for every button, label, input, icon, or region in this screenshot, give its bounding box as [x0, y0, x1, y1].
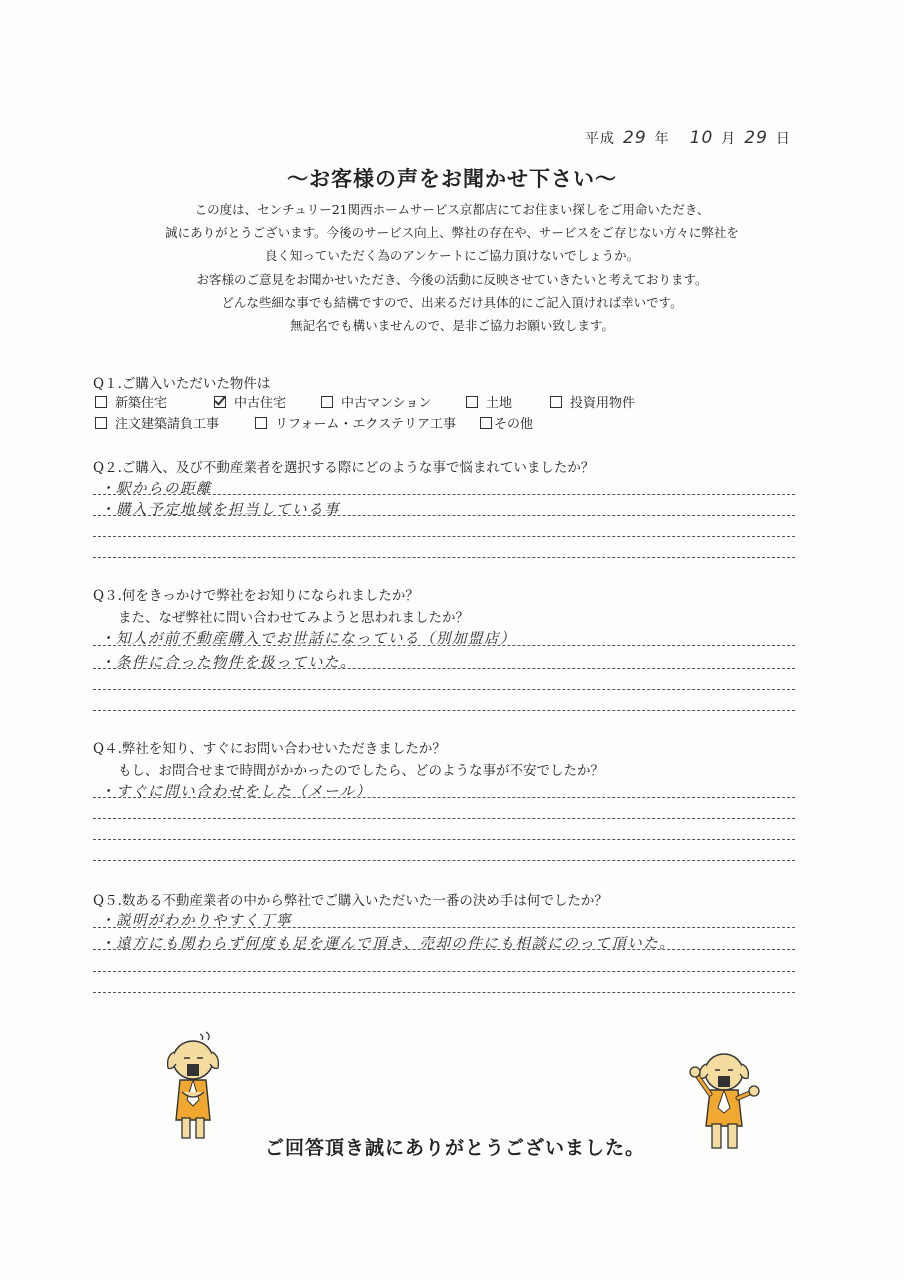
option-investment[interactable]: [550, 392, 635, 411]
intro-line: どんな些細な事でも結構ですので、出来るだけ具体的にご記入頂ければ幸いです。: [221, 294, 683, 310]
answer-line: [93, 860, 795, 861]
answer-line: [93, 668, 795, 669]
option-label: その他: [494, 417, 534, 432]
date-era: 平成: [585, 131, 615, 147]
question-1: Q１.ご購入いただいた物件は: [93, 376, 271, 392]
option-label: 注文建築請負工事: [115, 417, 220, 432]
option-other[interactable]: [480, 413, 533, 432]
option-used-house[interactable]: [214, 392, 286, 411]
closing-message: ご回答頂き誠にありがとうございました。: [265, 1137, 646, 1159]
option-label: 投資用物件: [570, 396, 636, 411]
date-day: 29: [744, 128, 768, 148]
question-4-sub: もし、お問合せまで時間がかかったのでしたら、どのような事が不安でしたか？: [118, 763, 604, 779]
checkbox[interactable]: [95, 396, 107, 408]
option-label: 新築住宅: [115, 396, 168, 411]
date-day-unit: 日: [775, 131, 791, 147]
answer-line: [93, 689, 795, 690]
answer-line: [93, 818, 795, 819]
intro-line: この度は、センチュリー21関西ホームサービス京都店にてお住まい探しをご用命いただき、: [194, 202, 710, 217]
answer-line: [93, 949, 795, 950]
answer-line: [93, 710, 795, 711]
option-reform[interactable]: [255, 413, 456, 432]
survey-date: [585, 128, 791, 148]
checkbox-checked[interactable]: [214, 396, 226, 408]
date-month-unit: 月: [721, 131, 737, 147]
checkbox[interactable]: [550, 396, 562, 408]
option-label: リフォーム・エクステリア工事: [275, 417, 456, 432]
question-3: Q３.何をきっかけで弊社をお知りになられましたか？: [93, 588, 419, 604]
answer-line: [93, 797, 795, 798]
option-used-mansion[interactable]: [321, 392, 431, 411]
option-label: 中古住宅: [234, 396, 287, 411]
q2-answer-1: ・駅からの距離: [100, 481, 212, 497]
option-custom-build[interactable]: [95, 413, 219, 432]
q5-answer-1: ・説明がわかりやすく丁寧: [100, 913, 292, 929]
q5-answer-2: ・遠方にも関わらず何度も足を運んで頂き、売却の件にも相談にのって頂いた。: [100, 936, 676, 952]
option-label: 土地: [486, 396, 513, 411]
date-year-unit: 年: [654, 131, 670, 147]
dog-mascot-bowing-icon: [162, 1030, 224, 1142]
page-title: 〜お客様の声をお聞かせ下さい〜: [287, 166, 617, 191]
option-new-house[interactable]: [95, 392, 167, 411]
intro-text: [0, 198, 904, 337]
checkbox[interactable]: [95, 417, 107, 429]
intro-line: 良く知っていただく為のアンケートにご協力頂けないでしょうか。: [264, 248, 640, 264]
checkbox[interactable]: [321, 396, 333, 408]
q3-answer-2: ・条件に合った物件を扱っていた。: [100, 655, 356, 671]
q3-answer-1: ・知人が前不動産購入でお世話になっている（別加盟店）: [100, 631, 516, 647]
answer-line: [93, 971, 795, 972]
date-month: 10: [689, 128, 714, 148]
option-label: 中古マンション: [341, 396, 432, 411]
option-land[interactable]: [466, 392, 512, 411]
intro-line: お客様のご意見をお聞かせいただき、今後の活動に反映させていきたいと考えております。: [196, 271, 708, 287]
answer-line: [93, 839, 795, 840]
dog-mascot-cheering-icon: [686, 1048, 762, 1152]
checkbox[interactable]: [466, 396, 478, 408]
answer-line: [93, 515, 795, 516]
q2-answer-2: ・購入予定地域を担当している事: [100, 502, 340, 518]
answer-line: [93, 536, 795, 537]
answer-line: [93, 645, 795, 646]
checkbox[interactable]: [480, 417, 492, 429]
question-3-sub: また、なぜ弊社に問い合わせてみようと思われましたか？: [118, 610, 469, 626]
intro-line: 誠にありがとうございます。今後のサービス向上、弊社の存在や、サービスをご存じない方々に弊社を: [165, 225, 739, 241]
answer-line: [93, 992, 795, 993]
answer-line: [93, 557, 795, 558]
answer-line: [93, 927, 795, 928]
question-4: Q４.弊社を知り、すぐにお問い合わせいただきましたか？: [93, 741, 446, 757]
question-5: Q５.数ある不動産業者の中から弊社でご購入いただいた一番の決め手は何でしたか？: [93, 893, 608, 909]
q4-answer-1: ・すぐに問い合わせをした（メール）: [100, 784, 372, 800]
date-year: 29: [623, 128, 647, 148]
intro-line: 無記名でも構いませんので、是非ご協力お願い致します。: [290, 318, 614, 334]
checkbox[interactable]: [255, 417, 267, 429]
answer-line: [93, 494, 795, 495]
question-2: Q２.ご購入、及び不動産業者を選択する際にどのような事で悩まれていましたか？: [93, 460, 595, 476]
